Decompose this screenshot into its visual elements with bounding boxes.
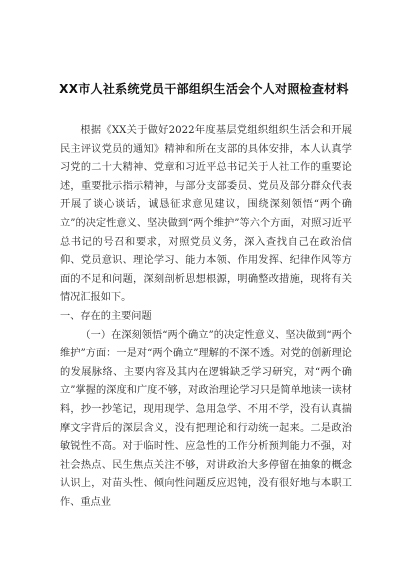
intro-paragraph: 根据《XX关于做好2022年度基层党组织组织生活会和开展民主评议党员的通知》精神和所在支部的具体安排，本人认真学习党的二十大精神、党章和习近平总书记关于人社工作的重要论述，重要批示指示精神，与部分支部委员、党员及部分群众代表开展了谈心谈话，诚恳征求意见建议，围绕深刻领悟“两个确立”的决定性意义、坚决做到“两个维护”等六个方面，对照习近平总书记的号召和要求，对照党员义务，深入查找自己在政治信仰、党员意识、理论学习、能力本领、作用发挥、纪律作风等方面的不足和问题，深刻剖析思想根源，明确整改措施，现将有关情况汇报如下。 [60, 125, 352, 304]
document-body [60, 122, 352, 512]
section-heading: 一、存在的主要问题 [60, 310, 152, 322]
document-title: XX市人社系统党员干部组织生活会个人对照检查材料 [59, 82, 349, 96]
section-paragraph: （一）在深刻领悟“两个确立”的决定性意义、坚决做到“两个维护”方面：一是对“两个确立”理解的不深不透。对党的创新理论的发展脉络、主要内容及其内在逻辑缺乏学习研究，对“两个确立”掌握的深度和广度不够，对政治理论学习只是简单地读一读材料，抄一抄笔记，现用现学、急用急学、不用不学，没有认真揣摩文字背后的深层含义，没有把理论和行动统一起来。二是政治敏锐性不高。对于临时性、应急性的工作分析预判能力不强，对社会热点、民生焦点关注不够，对讲政治大多停留在抽象的概念认识上，对苗头性、倾向性问题反应迟钝，没有很好地与本职工作、重点业 [60, 329, 352, 508]
